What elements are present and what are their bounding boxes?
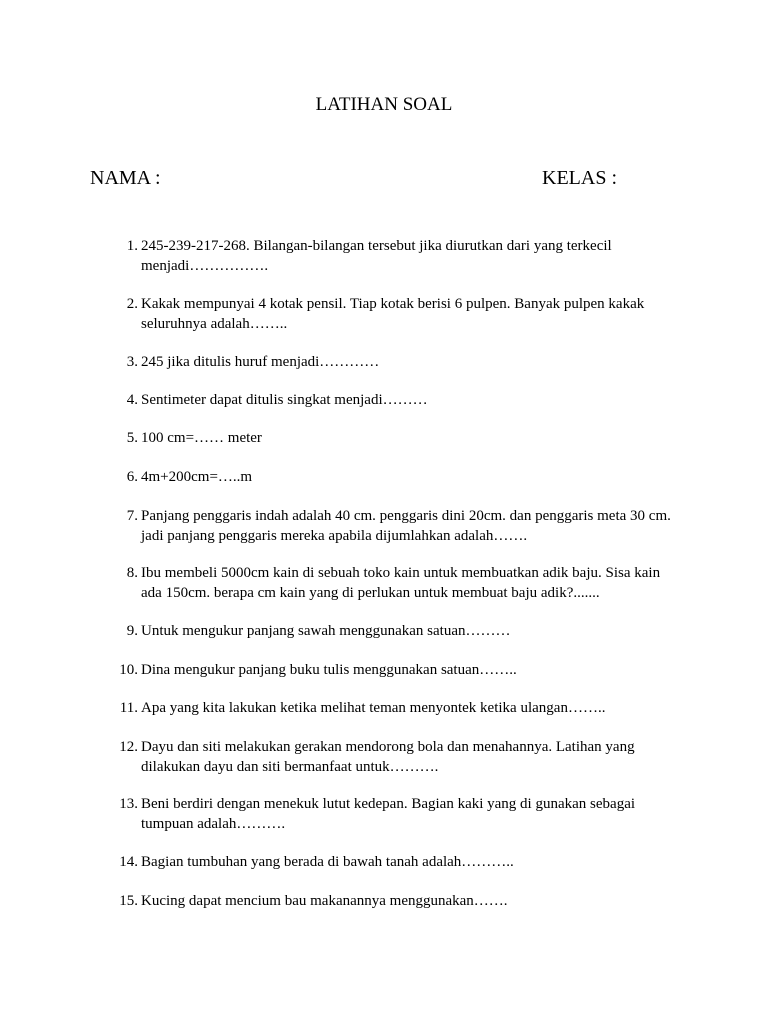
question-text: 245 jika ditulis huruf menjadi………… <box>141 354 380 370</box>
question-text: Dayu dan siti melakukan gerakan mendorong bola dan menahannya. Latihan yang dilakukan dayu dan siti bermanfaat untuk………. <box>141 739 635 775</box>
question-text: Bagian tumbuhan yang berada di bawah tanah adalah……….. <box>141 854 514 870</box>
question-text: Dina mengukur panjang buku tulis menggunakan satuan…….. <box>141 662 517 678</box>
question-text: Kucing dapat mencium bau makanannya menggunakan……. <box>141 893 508 909</box>
question-number: 11. <box>119 700 138 716</box>
question-text: Kakak mempunyai 4 kotak pensil. Tiap kotak berisi 6 pulpen. Banyak pulpen kakak seluruhnya adalah…….. <box>141 296 645 332</box>
question-text: Untuk mengukur panjang sawah menggunakan satuan……… <box>141 623 511 639</box>
class-label: KELAS : <box>542 167 617 189</box>
question-text: Ibu membeli 5000cm kain di sebuah toko kain untuk membuatkan adik baju. Sisa kain ada 150cm. berapa cm kain yang di perlukan untuk membuat baju adik?....... <box>141 565 661 601</box>
question-number: 15. <box>119 893 138 909</box>
question-number: 10. <box>119 662 138 678</box>
question-number: 1. <box>126 238 138 254</box>
question-number: 3. <box>126 354 138 370</box>
question-number: 12. <box>119 739 138 755</box>
question-number: 5. <box>126 430 138 446</box>
question-number: 4. <box>126 392 138 408</box>
question-number: 6. <box>126 469 138 485</box>
name-label: NAMA : <box>90 167 161 189</box>
question-number: 7. <box>126 508 138 524</box>
question-text: 100 cm=…… meter <box>141 430 262 446</box>
question-text: Sentimeter dapat ditulis singkat menjadi……… <box>141 392 428 408</box>
page-title: LATIHAN SOAL <box>315 94 453 115</box>
question-text: 4m+200cm=…..m <box>141 469 253 485</box>
question-number: 13. <box>119 796 138 812</box>
question-number: 8. <box>126 565 138 581</box>
question-text: Beni berdiri dengan menekuk lutut kedepan. Bagian kaki yang di gunakan sebagai tumpuan adalah………. <box>141 796 636 832</box>
question-number: 2. <box>126 296 138 312</box>
question-number: 14. <box>119 854 138 870</box>
question-text: 245-239-217-268. Bilangan-bilangan tersebut jika diurutkan dari yang terkecil menjadi……………. <box>141 238 612 274</box>
question-text: Panjang penggaris indah adalah 40 cm. penggaris dini 20cm. dan penggaris meta 30 cm. jadi panjang penggaris mereka apabila dijumlahkan adalah……. <box>141 508 671 544</box>
question-number: 9. <box>126 623 138 639</box>
question-text: Apa yang kita lakukan ketika melihat teman menyontek ketika ulangan…….. <box>141 700 606 716</box>
